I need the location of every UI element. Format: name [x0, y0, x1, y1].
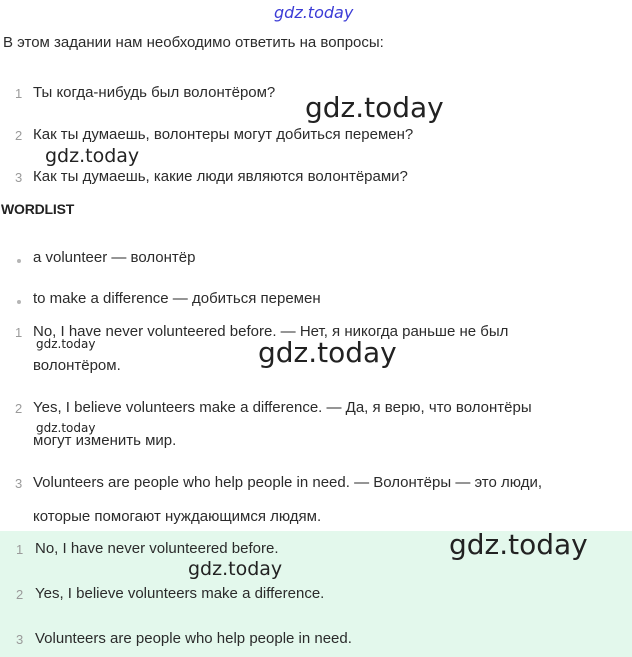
question-text: Ты когда-нибудь был волонтёром?: [33, 84, 276, 101]
wordlist-item: a volunteer — волонтёр: [33, 249, 196, 266]
translation-number: 2: [15, 401, 23, 416]
watermark: gdz.today: [36, 337, 96, 351]
watermark: gdz.today: [188, 558, 283, 580]
intro-text: В этом задании нам необходимо ответить на вопросы:: [3, 34, 384, 51]
bullet-icon: [17, 259, 21, 263]
wordlist-heading: WORDLIST: [1, 201, 75, 217]
answer-number: 1: [16, 542, 24, 557]
question-number: 1: [15, 86, 23, 101]
watermark: gdz.today: [305, 91, 444, 124]
answer-text: Volunteers are people who help people in need.: [35, 630, 352, 647]
top-watermark: gdz.today: [274, 3, 354, 22]
wordlist-item: to make a difference — добиться перемен: [33, 290, 321, 307]
answer-number: 2: [16, 587, 24, 602]
translation-line: Volunteers are people who help people in need. — Волонтёры — это люди,: [33, 474, 542, 491]
watermark: gdz.today: [36, 421, 96, 435]
question-text: Как ты думаешь, волонтеры могут добиться перемен?: [33, 126, 414, 143]
translation-line: No, I have never volunteered before. — Нет, я никогда раньше не был: [33, 323, 509, 340]
translation-number: 1: [15, 325, 23, 340]
question-number: 3: [15, 170, 23, 185]
question-number: 2: [15, 128, 23, 143]
answer-text: Yes, I believe volunteers make a difference.: [35, 585, 325, 602]
watermark: gdz.today: [449, 528, 588, 561]
watermark: gdz.today: [258, 336, 397, 369]
bullet-icon: [17, 300, 21, 304]
question-text: Как ты думаешь, какие люди являются волонтёрами?: [33, 168, 408, 185]
answer-block: [0, 528, 632, 657]
answer-number: 3: [16, 632, 24, 647]
translation-line: Yes, I believe volunteers make a difference. — Да, я верю, что волонтёры: [33, 399, 532, 416]
watermark: gdz.today: [45, 145, 140, 167]
answer-text: No, I have never volunteered before.: [35, 540, 279, 557]
translation-number: 3: [15, 476, 23, 491]
translation-line: волонтёром.: [33, 357, 121, 374]
translation-line: могут изменить мир.: [33, 432, 177, 449]
translation-line: которые помогают нуждающимся людям.: [33, 508, 322, 525]
